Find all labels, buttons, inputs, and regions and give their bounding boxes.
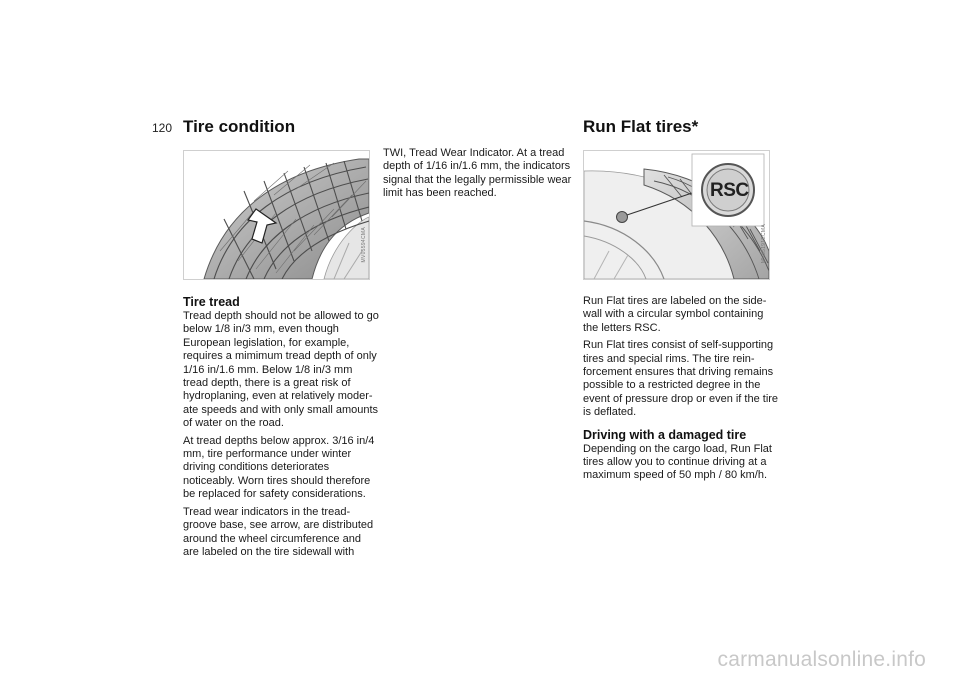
figure-code: MV05594CMA	[361, 227, 367, 263]
rsc-symbol: RSC	[710, 180, 749, 201]
section-title-tire-condition: Tire condition	[183, 117, 296, 136]
watermark: carmanualsonline.info	[717, 648, 926, 671]
left-column	[183, 295, 379, 563]
page-number: 120	[152, 121, 173, 135]
paragraph: Run Flat tires consist of self-supporting tires and special rims. The tire rein-forcement ensures that driving remains possible to a restricted degree in the event of pressure drop or even if the tire is deflated.	[583, 339, 779, 419]
right-column	[583, 295, 779, 487]
subheading-tire-tread: Tire tread	[183, 295, 240, 309]
section-title-run-flat-tires: Run Flat tires*	[583, 117, 699, 136]
rsc-sidewall-marker-icon	[617, 212, 628, 223]
middle-column	[383, 147, 577, 205]
tire-tread-figure	[183, 150, 370, 280]
paragraph: TWI, Tread Wear Indicator. At a tread depth of 1/16 in/1.6 mm, the indicators signal that the legally permissible wear limit has been reached.	[383, 147, 572, 200]
run-flat-tire-figure	[583, 150, 770, 280]
subheading-driving-damaged-tire: Driving with a damaged tire	[583, 427, 747, 442]
paragraph: At tread depths below approx. 3/16 in/4 mm, tire performance under winter driving conditions deteriorates noticeably. Worn tires should therefore be replaced for safety considerations.	[183, 434, 375, 501]
tire-tread-illustration	[184, 151, 369, 279]
paragraph: Tread wear indicators in the tread-groove base, see arrow, are distributed around the wheel circumference and are labeled on the tire sidewall with	[183, 505, 374, 558]
run-flat-tire-illustration	[584, 151, 769, 279]
paragraph: Run Flat tires are labeled on the side-wall with a circular symbol containing the letters RSC.	[583, 295, 767, 334]
paragraph: Depending on the cargo load, Run Flat tires allow you to continue driving at a maximum speed of 50 mph / 80 km/h.	[583, 442, 772, 482]
figure-code: MV05191ECMA	[761, 223, 767, 263]
paragraph: Tread depth should not be allowed to go below 1/8 in/3 mm, even though European legislation, for example, requires a mimimum tread depth of only 1/16 in/1.6 mm. Below 1/8 in/3 mm tread depth, there is a great risk of hydroplaning, even at relatively moder-ate speeds and with only small amounts of water on the road.	[183, 310, 379, 430]
